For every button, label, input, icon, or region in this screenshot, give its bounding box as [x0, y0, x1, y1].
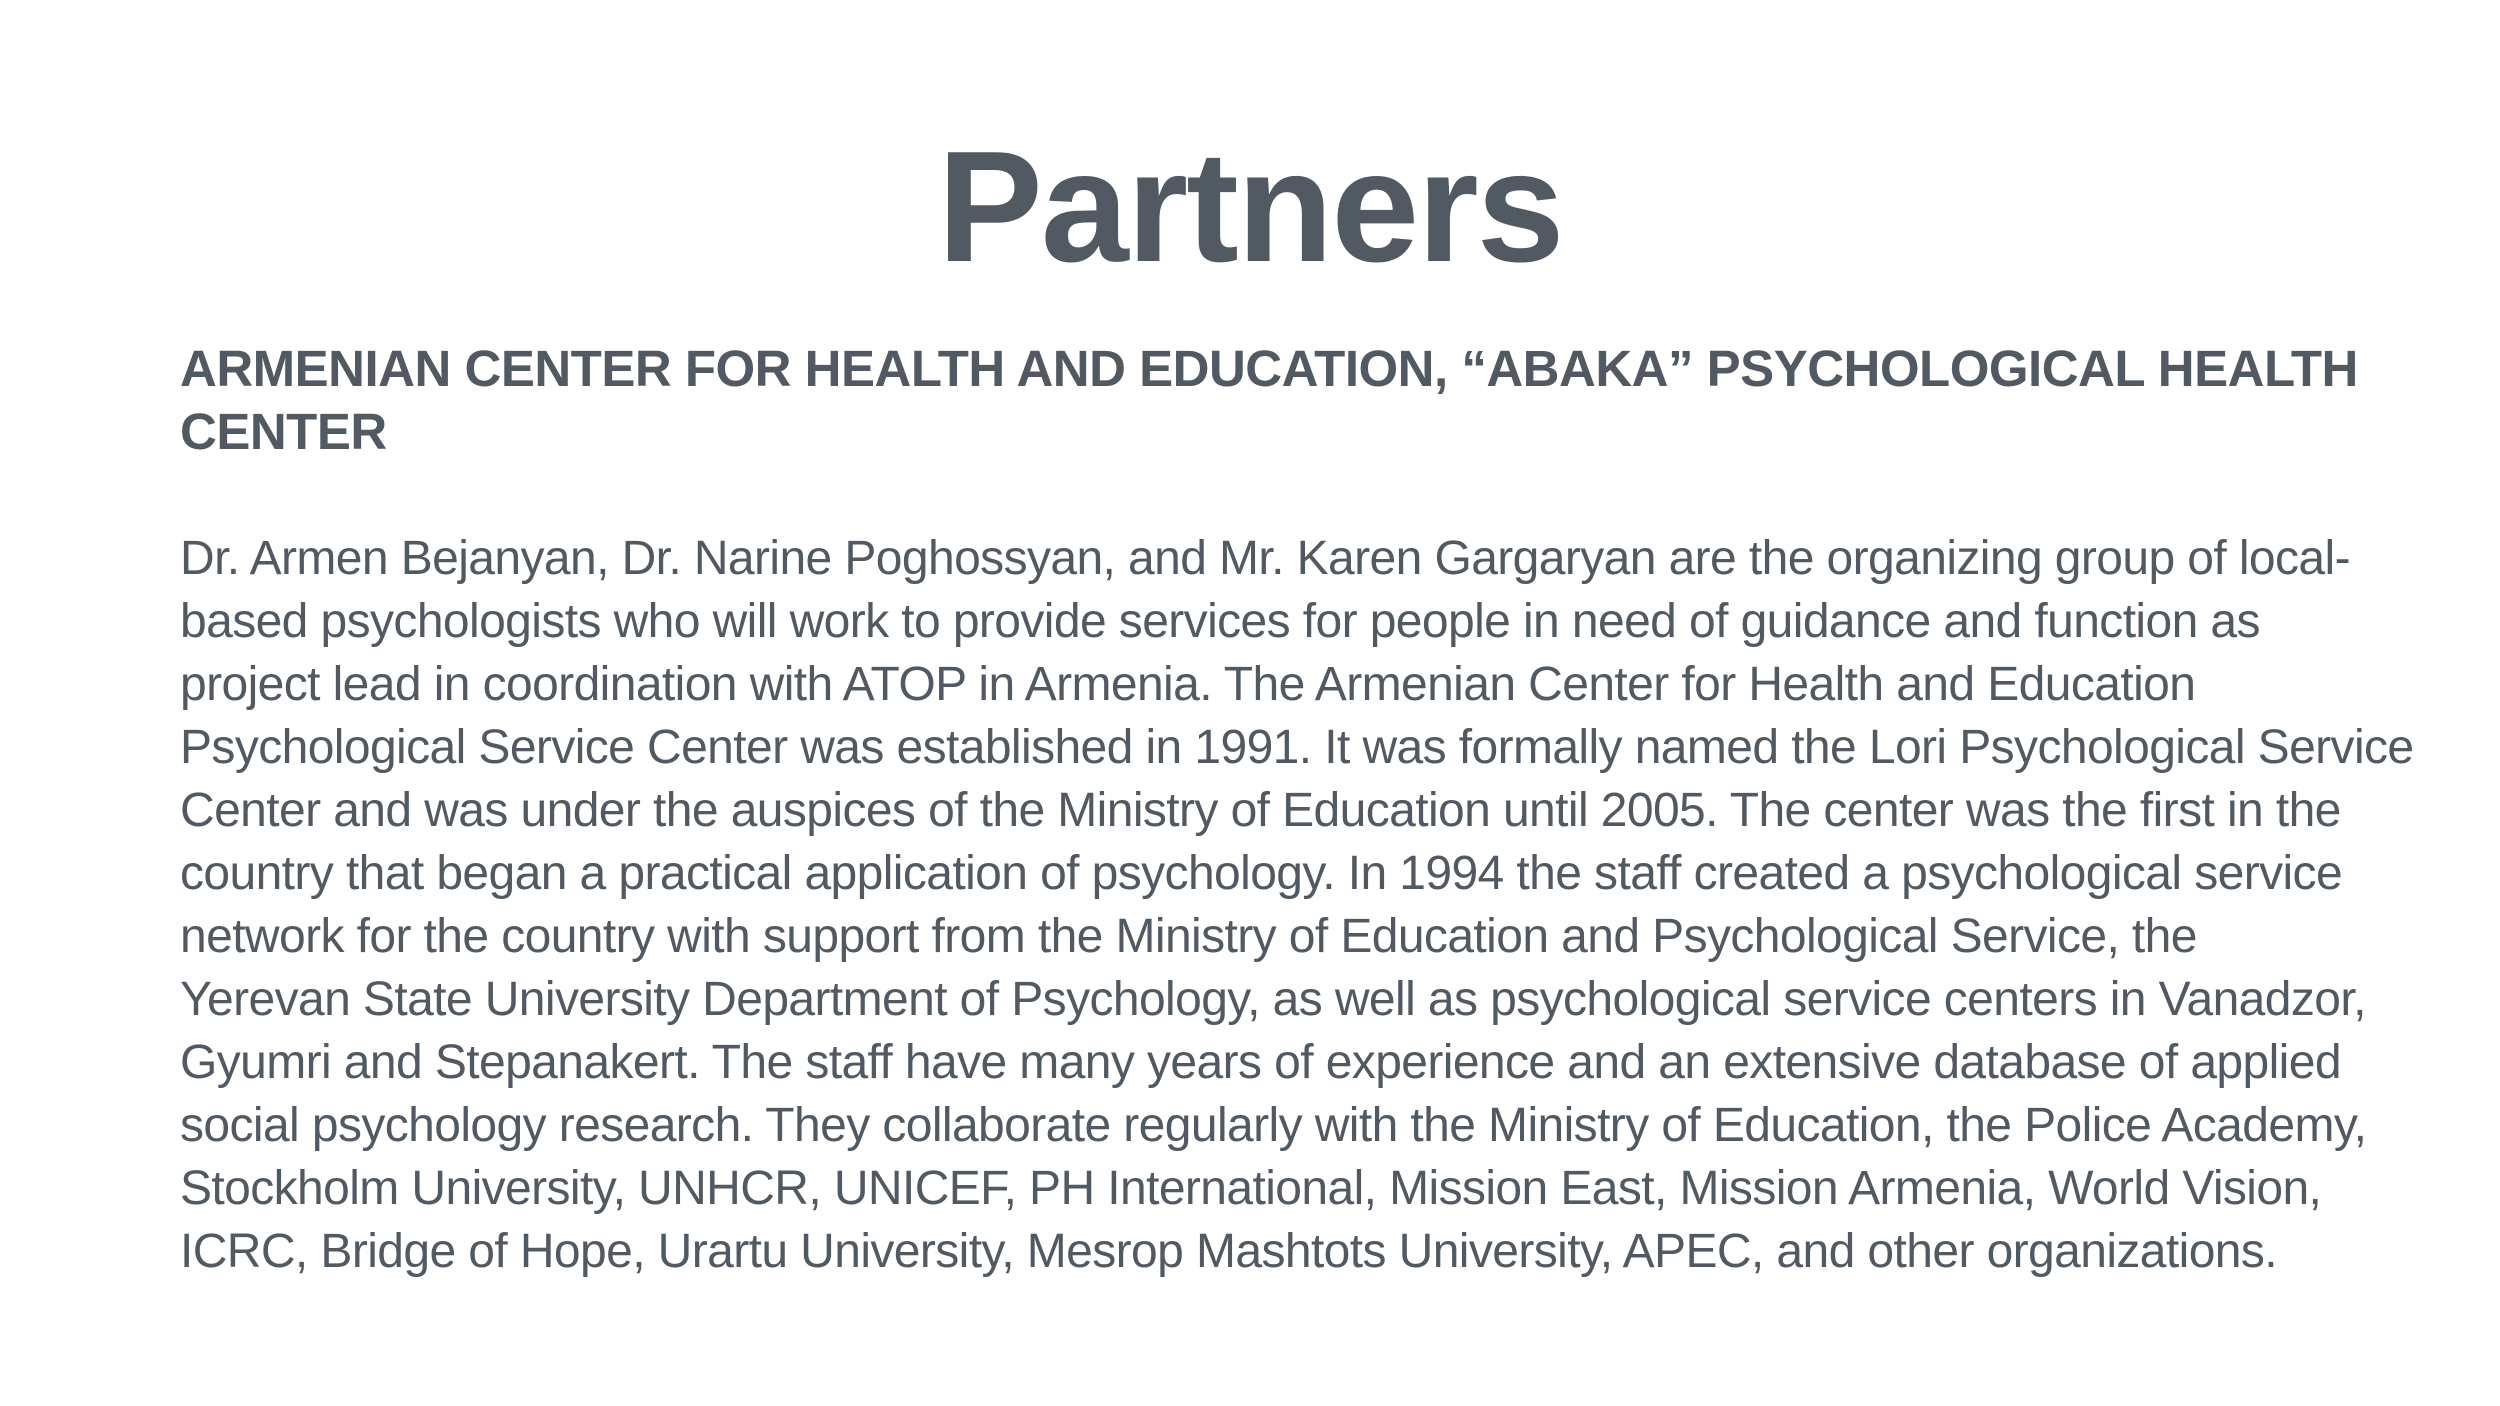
- body-line: Psychological Service Center was established in 1991. It was formally named the Lori Psychological Service: [180, 721, 2414, 774]
- section-heading: ARMENIAN CENTER FOR HEALTH AND EDUCATION, “ABAKA” PSYCHOLOGICAL HEALTH CENTER: [180, 340, 2358, 460]
- body-line: country that began a practical application of psychology. In 1994 the staff created a psychological service: [180, 847, 2343, 900]
- body-line: Gyumri and Stepanakert. The staff have many years of experience and an extensive database of applied: [180, 1036, 2341, 1089]
- body-line: ICRC, Bridge of Hope, Urartu University, Mesrop Mashtots University, APEC, and other organizations.: [180, 1225, 2278, 1278]
- body-line: Center and was under the auspices of the Ministry of Education until 2005. The center was the first in the: [180, 784, 2341, 837]
- body-line: project lead in coordination with ATOP in Armenia. The Armenian Center for Health and Education: [180, 658, 2196, 711]
- body-line: social psychology research. They collaborate regularly with the Ministry of Education, the Police Academy,: [180, 1099, 2367, 1152]
- body-line: Yerevan State University Department of Psychology, as well as psychological service centers in Vanadzor,: [180, 973, 2366, 1026]
- body-line: based psychologists who will work to provide services for people in need of guidance and function as: [180, 595, 2260, 648]
- body-paragraph: [180, 527, 2414, 1283]
- body-line: Stockholm University, UNHCR, UNICEF, PH International, Mission East, Mission Armenia, World Vision,: [180, 1162, 2322, 1215]
- body-line: Dr. Armen Bejanyan, Dr. Narine Poghossyan, and Mr. Karen Gargaryan are the organizing group of local-: [180, 532, 2350, 585]
- page-title: Partners: [937, 119, 1563, 295]
- body-line: network for the country with support from the Ministry of Education and Psychological Service, the: [180, 910, 2197, 963]
